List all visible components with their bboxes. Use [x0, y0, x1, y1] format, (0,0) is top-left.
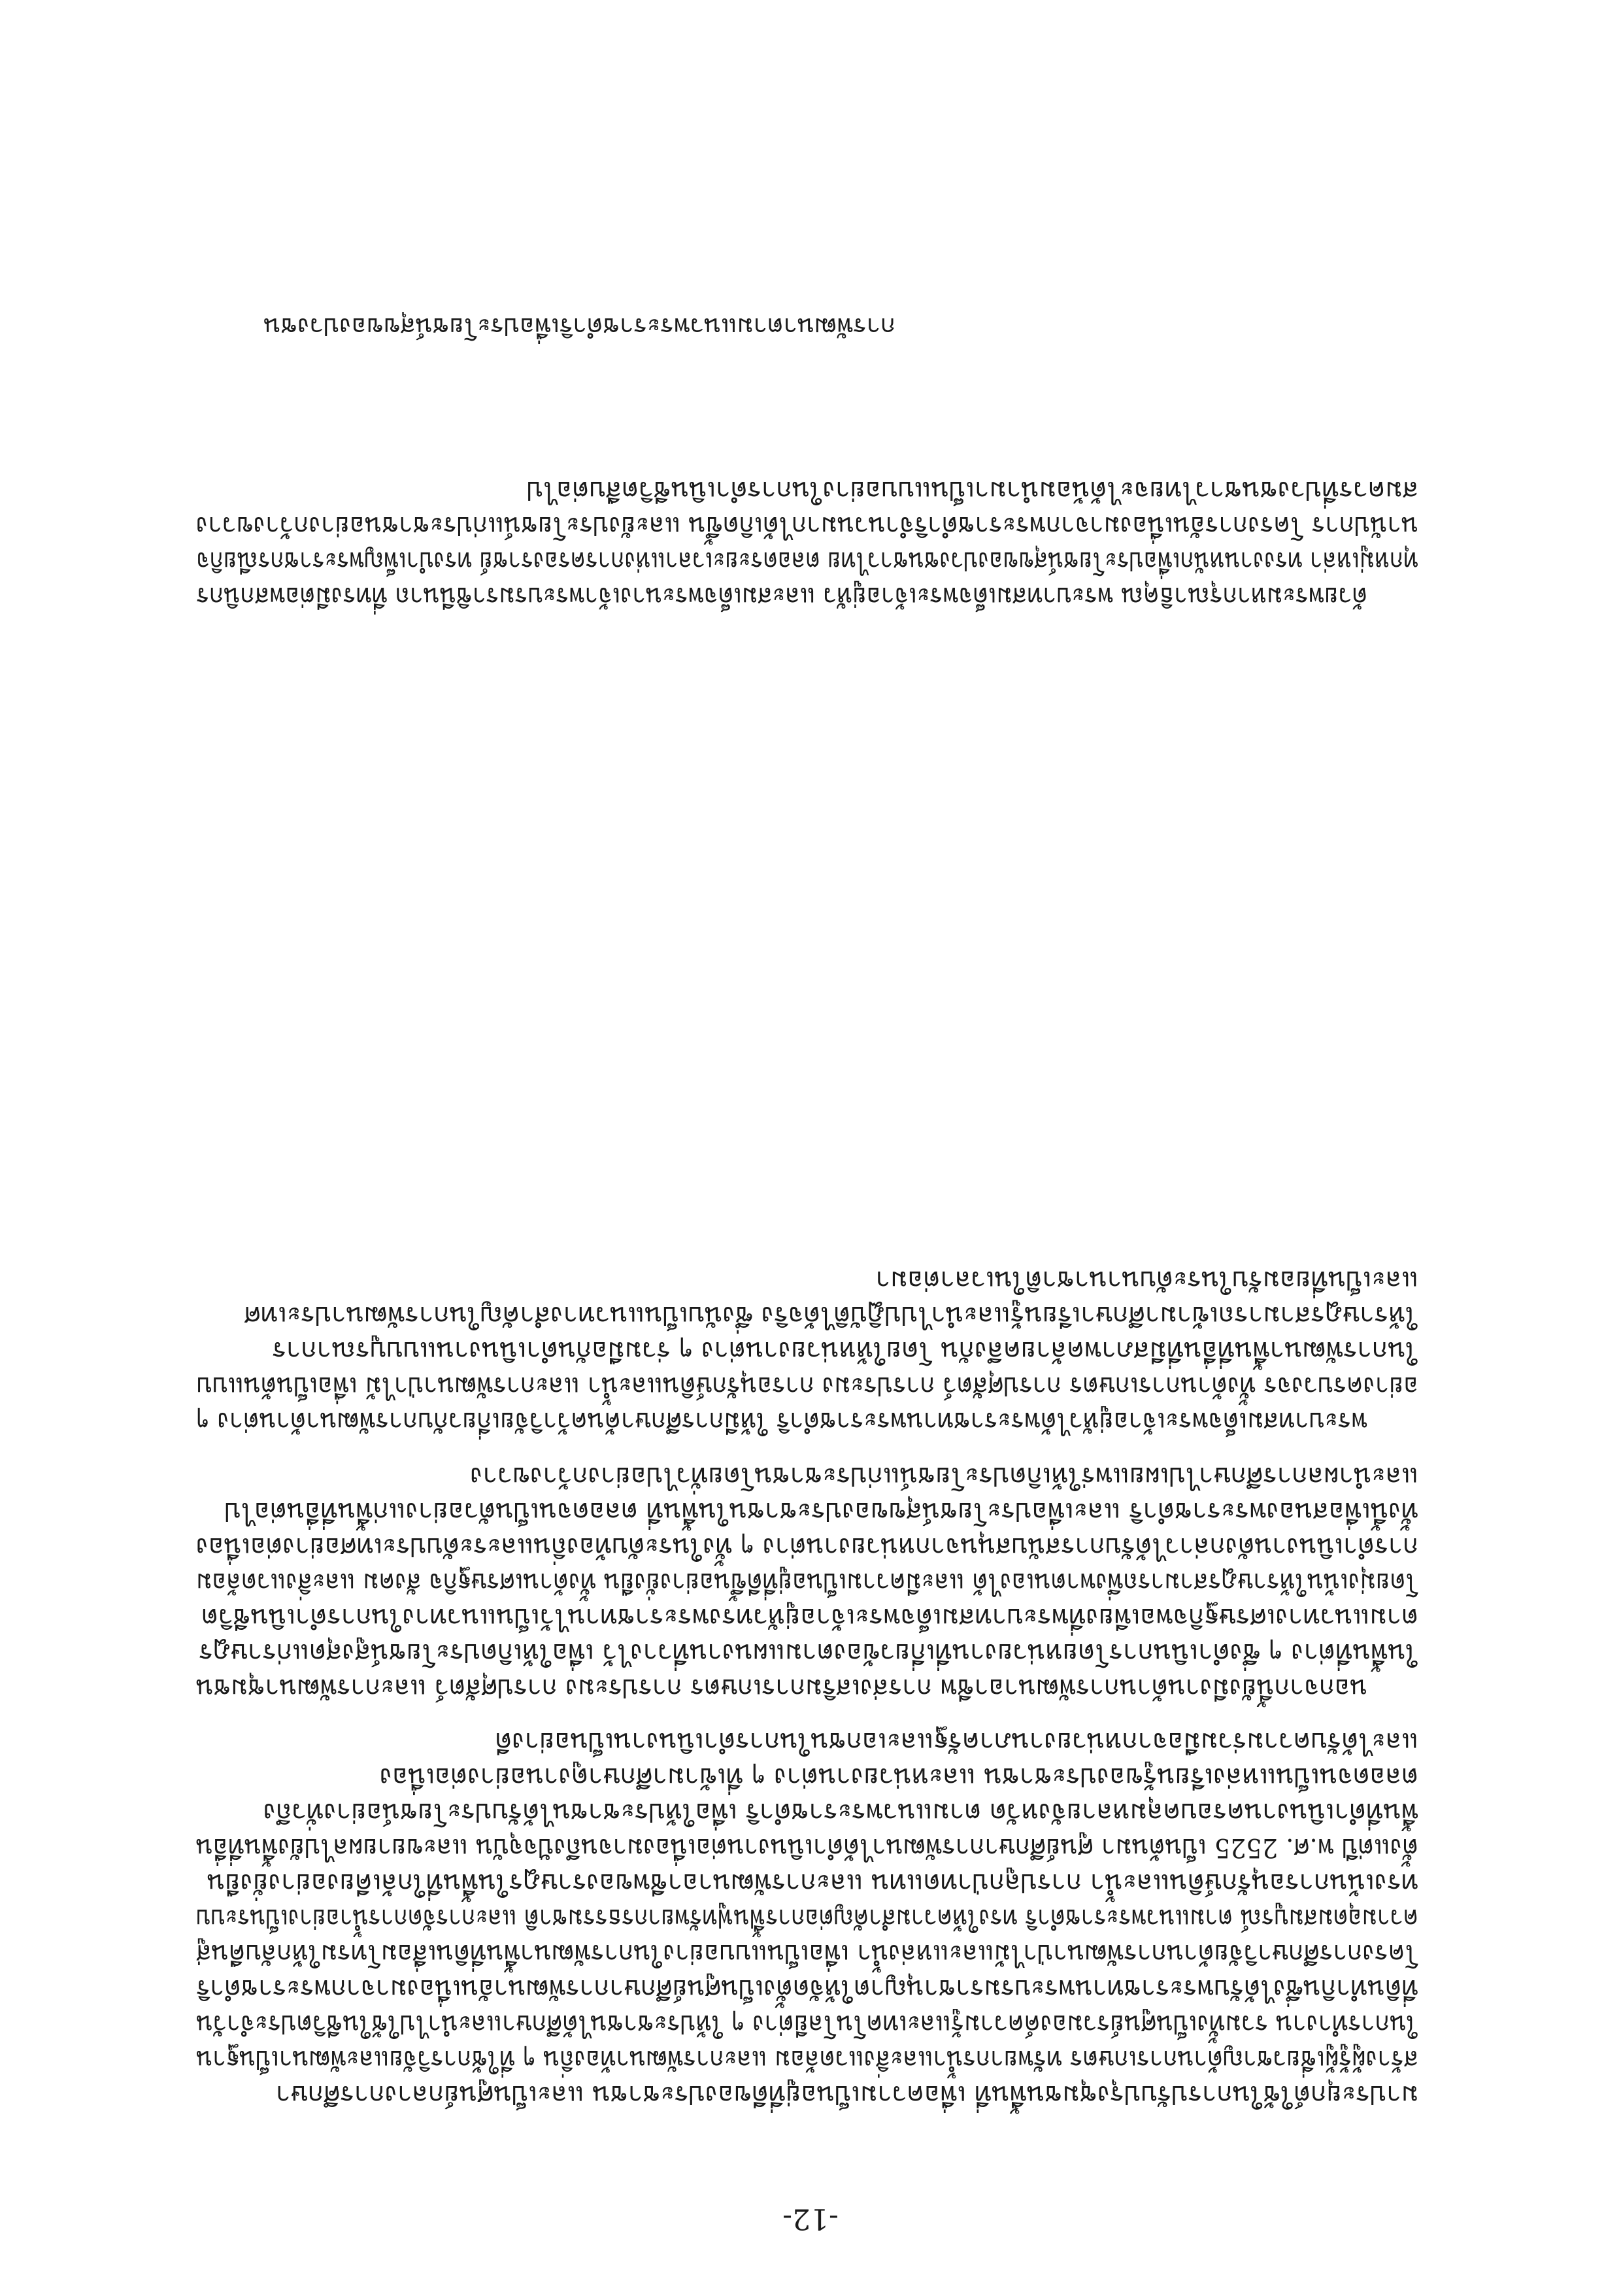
text-line: ตลอดจนเป็นแหล่งเรียนรู้ของประชาชน และหน่วยงานต่าง ๆ ที่เข้ามาศึกษาดูงานอย่างต่อเนื่อง: [379, 1762, 1418, 1792]
text-line: ทรงเน้นการอนุรักษ์ดินและน้ำ การปลูกป่าทดแทน และการพัฒนาอาชีพของราษฎรในพื้นที่ใกล้เคียงอย่างยั่งยืน: [207, 1868, 1418, 1898]
text-line: สร้างผู้รู้ผู้เชี่ยวชาญด้านการเกษตร ทรัพยากรน้ำและสิ่งแวดล้อม และการพัฒนาท้องถิ่น ๆ ที่ใช้การวิจัยและพัฒนาเป็นฐาน: [196, 2044, 1418, 2074]
text-line: ในพื้นที่ต่าง ๆ ซึ่งดำเนินการโดยหน่วยงานที่เกี่ยวข้องตามแผนงานที่วางไว้ เพื่อให้เกิดประโยชน์สูงสุดแก่ราษฎร: [199, 1638, 1418, 1668]
text-line: ให้ราษฎรสามารถเข้ามาศึกษาเรียนรู้และนำไปปฏิบัติได้จริง ซึ่งนับเป็นแนวทางสำคัญในการพัฒนาประเทศ: [244, 1300, 1418, 1330]
text-line: ความอุดมสมบูรณ์ ตามแนวพระราชดำริ ทรงให้ความสำคัญต่อการฟื้นฟูทรัพยากรธรรมชาติ และการจัดการน้ำอย่างเป็นระบบ: [195, 1903, 1418, 1933]
text-line: โครงการศึกษาวิจัยด้านการพัฒนาป่าไม้และแหล่งน้ำ เพื่อเป็นแบบอย่างในการพัฒนาพื้นที่ดินเสื่อมโทรมให้กลับคืนสู่: [195, 1938, 1418, 1968]
text-line: และนำผลการศึกษาไปเผยแพร่ให้เกิดประโยชน์แก่ประชาชนโดยทั่วไปอย่างกว้างขวาง: [470, 1461, 1418, 1491]
text-line: มาประยุกต์ใช้ในการปรับปรุงชุมชนพื้นที่ เพื่อความเป็นอยู่ที่ดีของประชาชน และเป็นศูนย์กลางการศึกษา: [275, 2080, 1418, 2110]
page-number: -12-: [782, 2202, 839, 2235]
text-line: ทั้งนี้เพื่อสนองพระราชดำริ และเพื่อประโยชน์สุขของประชาชนในพื้นที่ ตลอดจนเป็นตัวอย่างแก่พื้นที่อื่นต่อไป: [224, 1496, 1418, 1527]
text-line: การดำเนินงานดังกล่าวได้รับการสนับสนุนจากหน่วยงานต่าง ๆ ทั้งในระดับท้องถิ่นและระดับประเทศอย่างต่อเนื่อง: [195, 1532, 1418, 1562]
text-line: ในการทำงาน รวมทั้งเป็นศูนย์รวมองค์ความรู้และเทคโนโลยีต่าง ๆ ให้ประชาชนได้ศึกษาและนำไปใช้ในชีวิตประจำวัน: [196, 2009, 1418, 2039]
text-line: ในการพัฒนาพื้นที่อื่นที่มีสภาพคล้ายคลึงกัน โดยให้หน่วยงานต่าง ๆ ร่วมมือกันดำเนินงานแบบบูรณาการ: [272, 1336, 1418, 1366]
text-line: อย่างครบวงจร ทั้งด้านการเกษตร การปศุสัตว์ การประมง การอนุรักษ์ดินและน้ำ และการพัฒนาป่าไม้ เพื่อเป็นต้นแบบ: [196, 1371, 1418, 1401]
text-line: นานัปการ โครงการอันเนื่องมาจากพระราชดำริจำนวนมากได้เกิดขึ้น และยังประโยชน์แก่ประชาชนอย่างกว้างขวาง: [195, 511, 1418, 541]
text-line: ด้วยพระมหากรุณาธิคุณ พระบาทสมเด็จพระเจ้าอยู่หัว และสมเด็จพระนางเจ้าพระบรมราชินีนาถ ที่ทรงมีต่อพสกนิกร: [196, 581, 1367, 611]
footer-text: การพัฒนาตามแนวพระราชดำริเพื่อประโยชน์สุขของปวงชน: [263, 312, 895, 341]
text-line: พื้นที่ดำเนินงานครอบคลุมหลายจังหวัด ตามแนวพระราชดำริ เพื่อให้ประชาชนได้รับประโยชน์อย่างทั่วถึง: [263, 1797, 1418, 1827]
text-line: นอกจากนี้ยังมีงานด้านการพัฒนาอาชีพ การส่งเสริมการเกษตร การประมง การปศุสัตว์ และการพัฒนาชุมชน: [195, 1673, 1367, 1703]
text-line: ทุกหมู่เหล่า ทรงงานหนักเพื่อประโยชน์สุขของปวงชนชาวไทย ตลอดระยะเวลาแห่งการครองราชย์ ทรงบำเพ็ญพระราชกรณียกิจ: [196, 546, 1418, 576]
text-line: พระบาทสมเด็จพระเจ้าอยู่หัวได้พระราชทานพระราชดำริ ให้มีการศึกษาค้นคว้าวิจัยเกี่ยวกับการพัฒนาด้านต่าง ๆ: [195, 1406, 1367, 1436]
text-line: ที่ดินทำกินซึ่งได้รับพระราชทานพระบรมราชานุญาตให้จัดตั้งเป็นศูนย์ศึกษาการพัฒนาอันเนื่องมาจากพระราชดำริ: [196, 1974, 1418, 2004]
text-line: ตามแนวทางเศรษฐกิจพอเพียงที่พระบาทสมเด็จพระเจ้าอยู่หัวทรงพระราชทานไว้เป็นแนวทางในการดำเนินชีวิต: [201, 1602, 1418, 1632]
text-line: ตั้งแต่ปี พ.ศ. 2525 เป็นต้นมา ศูนย์ศึกษาการพัฒนาได้ดำเนินงานต่อเนื่องมาจนถึงปัจจุบัน และขยายผลไปยังพื้นที่อื่น: [195, 1832, 1418, 1863]
text-line: และเป็นที่ยอมรับในระดับนานาชาติในเวลาต่อมา: [875, 1265, 1418, 1295]
text-line: โดยมุ่งเน้นให้ราษฎรสามารถพึ่งพาตนเองได้ และมีความเป็นอยู่ที่ดีขึ้นอย่างยั่งยืน ทั้งด้านเศรษฐกิจ สังคม และสิ่งแวดล้อม: [196, 1567, 1418, 1597]
text-line: สมควรที่ปวงชนชาวไทยจะได้น้อมนำมาเป็นแบบอย่างในการดำเนินชีวิตสืบต่อไป: [526, 475, 1418, 505]
text-line: และได้รับความร่วมมือจากหน่วยงานภาครัฐและเอกชนในการดำเนินงานเป็นอย่างดี: [495, 1727, 1418, 1757]
